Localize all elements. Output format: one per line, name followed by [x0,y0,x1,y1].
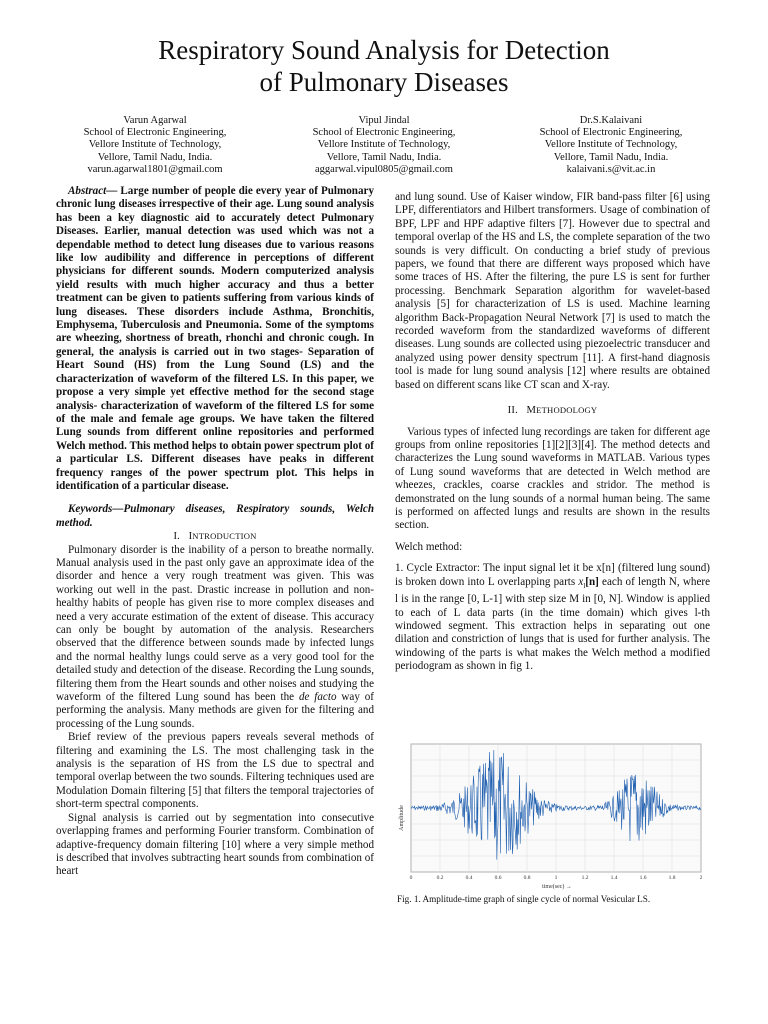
author-block-3 [501,115,721,176]
intro-paragraph-1: Pulmonary disorder is the inability of a person to breathe normally. Manual analysis used in the past only gave an approximate idea of the disorder and hence a very rough treatment was given. This was working out well in the past. Drastic increase in pollution and non-healthy habits of people has given rise to more complex diseases and need a very accurate estimation of the extent of disease. This accuracy can only be bought by automation of the analysis. Researchers observed that the difference between sounds made by infected lungs and the normal healthy lungs could serve as a very good tool for the detailed study and detection of the disease. Recording the Lung sounds, filtering them from the Heart sounds and other noises and studying the waveform of the filtered Lung sound has been the de facto way of performing the analysis. Many methods are given for the filtering and processing of the Lung sounds. [56,543,374,730]
author-city: Vellore, Tamil Nadu, India. [97,151,213,163]
figure-x-tick: 0.6 [494,875,502,881]
author-email: kalaivani.s@vit.ac.in [566,163,656,175]
author-name: Vipul Jindal [358,115,410,126]
author-inst: Vellore Institute of Technology, [317,139,451,151]
author-inst: Vellore Institute of Technology, [88,139,222,151]
author-city: Vellore, Tamil Nadu, India. [553,151,669,163]
author-inst: Vellore Institute of Technology, [544,139,678,151]
author-block-1 [45,115,265,176]
cycle-extractor-paragraph: 1. Cycle Extractor: The input signal let it be x[n] (filtered lung sound) is broken down into L overlapping parts $x_l[n]$ each of length N, where l is in the range [0, L-1] with step size M in [0, N]. Window is applied to each of L data parts (in the time domain) which gives l-th windowed segment. This extraction helps in separating out one dilation and constriction of lungs that is used for further analysis. The windowing of the parts is what makes the Welch method a modified periodogram as shown in fig 1. [395,562,710,673]
figure-x-tick: 0.8 [523,875,531,881]
figure-x-tick: 2 [699,875,703,881]
author-dept: School of Electronic Engineering, [539,127,683,139]
section-heading-methodology: II. METHODOLOGY [507,405,598,417]
right-paragraph-1: and lung sound. Use of Kaiser window, FIR band-pass filter [6] using LPF, differentiators and Hilbert transformers. Usage of combination of BPF, LPF and HPF adaptive filters [7]. However due to spectral and temporal overlap of the HS and LS, the complete separation of the two sounds is very difficult. On conducting a brief study of previous papers, we found that there are different ways proposed which have some traces of HS. After the filtering, the pure LS is sent for further processing. Benchmark Separation algorithm for wavelet-based analysis [5] for characterization of LS is used. Machine learning algorithm Back-Propagation Neural Network [7] is used to match the recorded waveform from the standardized waveforms of different diseases. Lung sounds are collected using piezoelectric transducer and analyzed using power density spectrum [11]. A first-hand diagnosis tool is made for lung sound analysis [12] where results are obtained based on different scans like CT scan and X-ray. [395,191,710,391]
method-paragraph-1: Various types of infected lung recordings are taken for different age groups from online repositories [1][2][3][4]. The method detects and characterizes the Lung sound waveforms in MATLAB. Various types of Lung sound waveforms that are detected in Welch method are wheezes, crackles, coarse crackles and stridor. The method is demonstrated on the lung sounds of a normal human being. The same is performed on affected lungs and results are shown in the results section. [395,425,710,532]
figure-x-tick: 1.8 [668,875,676,881]
section-heading-introduction: I. INTRODUCTION [173,531,257,543]
figure-x-tick: 1 [554,875,558,881]
figure-x-tick: 0.4 [465,875,473,881]
figure-x-tick: 1.4 [610,875,618,881]
abstract [56,185,374,493]
author-name: Varun Agarwal [123,115,187,126]
abstract-text: Large number of people die every year of Pulmonary chronic lung diseases irrespective of their age. Lung sound analysis has been a key diagnostic aid to accurately detect Pulmonary Diseases. Earlier, manual detection was used which was not a dependable method to detect lung diseases due to various reasons like low audibility and difference in perceptions of different physicians for different sounds. Modern computerized analysis yield results with much higher accuracy and thus a better treatment can be given to patients suffering from various kinds of lung diseases. These disorders include Asthma, Bronchitis, Emphysema, Tuberculosis and Pneumonia. Some of the symptoms are wheezing, shortness of breath, rhonchi and chronic cough. In general, the analysis is carried out in two stages- Separation of Heart Sound (HS) from the Lung Sound (LS) and the characterization of waveform of the filtered LS. In this paper, we propose a very simple yet effective method for the second stage analysis- characterization of waveform of the filtered LS for some of the male and female age groups. We have taken the filtered Lung sounds from different online repositories and performed Welch method. This method helps to obtain power spectrum plot of a particular LS. Different diseases have peaks in different frequency ranges of the power spectrum plot. This helps in identification of a particular disease. [56,185,374,492]
author-email: varun.agarwal1801@gmail.com [87,163,223,175]
figure-amplitude-time-graph [397,738,707,890]
title-line-1: Respiratory Sound Analysis for Detection [158,35,610,65]
left-column [56,185,374,879]
author-name: Dr.S.Kalaivani [579,115,643,126]
figure-x-label: time(sec) → [542,884,572,890]
author-dept: School of Electronic Engineering, [312,127,456,139]
author-email: aggarwal.vipul0805@gmail.com [315,163,453,175]
author-city: Vellore, Tamil Nadu, India. [326,151,442,163]
abstract-label: Abstract— [68,185,118,197]
figure-x-tick: 0 [409,875,413,881]
figure-x-tick: 1.6 [639,875,647,881]
right-column [395,191,710,674]
figure-y-label: Amplitude [399,805,405,831]
figure-x-tick: 1.2 [581,875,589,881]
author-block-2 [274,115,494,176]
intro-paragraph-3: Signal analysis is carried out by segmentation into consecutive overlapping frames and performing Fourier transform. Combination of adaptive-frequency domain filtering [10] where a very simple method is described that involves subtracting heart sounds from combination of heart [56,811,374,878]
keywords: Keywords—Pulmonary diseases, Respiratory sounds, Welch method. [56,503,374,529]
author-dept: School of Electronic Engineering, [83,127,227,139]
figure-caption: Fig. 1. Amplitude-time graph of single cycle of normal Vesicular LS. [397,894,651,904]
intro-paragraph-2: Brief review of the previous papers reveals several methods of filtering and examining the LS. The most challenging task in the analysis is the separation of HS from the LS due to spectral and temporal overlap between the two sounds. Filtering techniques used are Modulation Domain filtering [5] that filters the temporal trajectories of short-term spectral components. [56,731,374,811]
paper-title [40,34,728,98]
figure-x-tick: 0.2 [436,875,444,881]
title-line-2: of Pulmonary Diseases [259,67,509,97]
welch-heading: Welch method: [395,540,463,553]
